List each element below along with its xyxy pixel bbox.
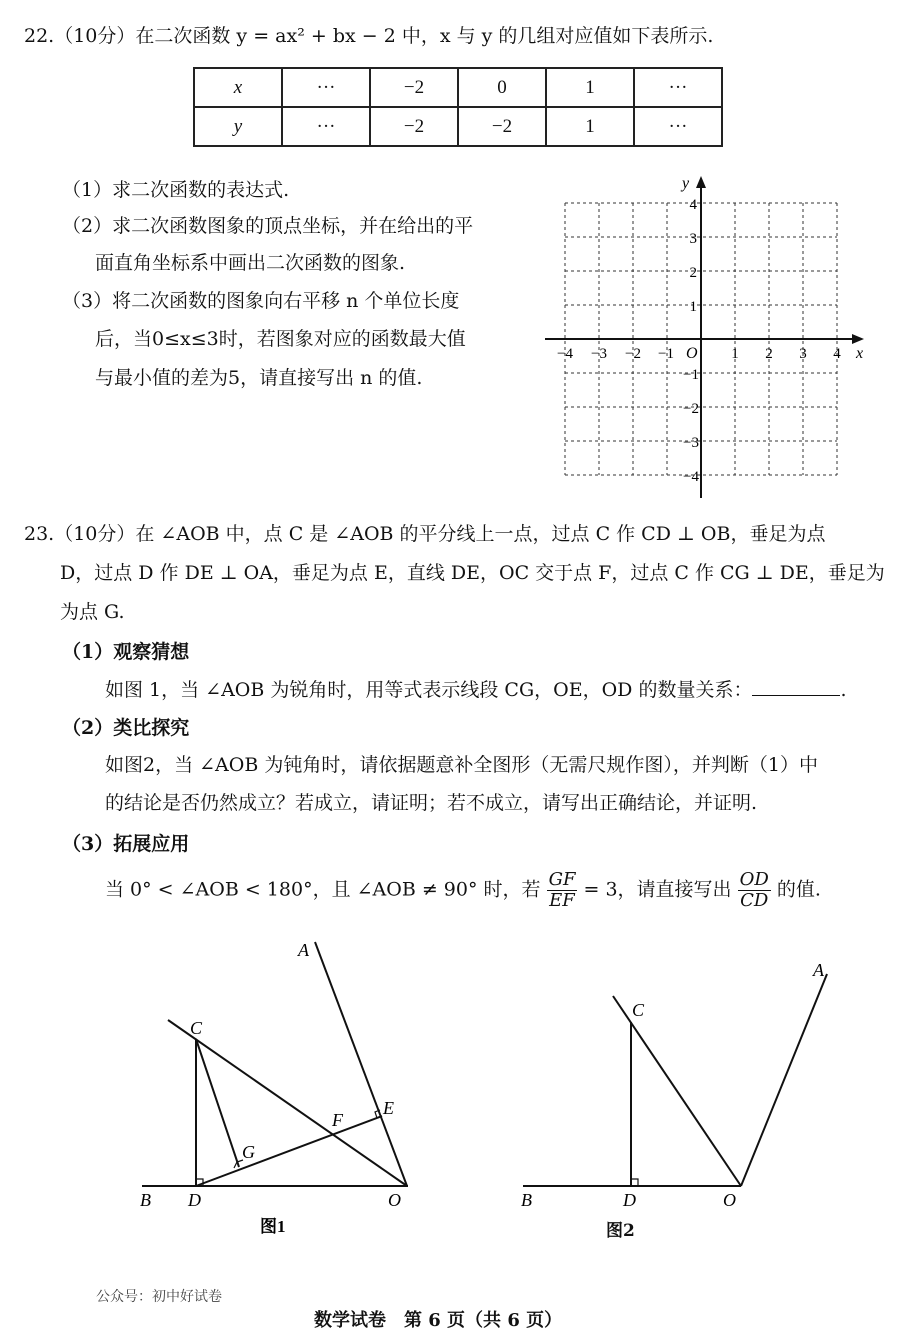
x-tick-label: −3 bbox=[591, 346, 607, 362]
q22-part3-cont1: 后，当0≤x≤3时，若图象对应的函数最大值 bbox=[95, 328, 466, 350]
q23-line1: 23.（10分）在 ∠AOB 中，点 C 是 ∠AOB 的平分线上一点，过点 C 作 CD ⊥ OB，垂足为点 bbox=[24, 523, 826, 545]
label-g: G bbox=[242, 1142, 255, 1162]
y-tick-label: 2 bbox=[689, 265, 697, 281]
table-cell: −2 bbox=[370, 68, 458, 107]
label-c: C bbox=[190, 1018, 203, 1038]
y-tick-label: −3 bbox=[683, 435, 699, 451]
table-row bbox=[194, 68, 722, 107]
segment-de bbox=[196, 1116, 382, 1186]
table-cell: 1 bbox=[546, 107, 634, 146]
label-a: A bbox=[298, 940, 309, 960]
q23-part3-text bbox=[105, 870, 821, 911]
x-tick-label: 4 bbox=[833, 346, 841, 362]
fraction-denominator: EF bbox=[549, 890, 575, 911]
q23-part2-text2: 的结论是否仍然成立？若成立，请证明；若不成立，请写出正确结论，并证明. bbox=[105, 792, 758, 814]
y-tick-label: 4 bbox=[689, 197, 697, 213]
q23-part1-title: （1）观察猜想 bbox=[62, 641, 190, 663]
q23-line2: D，过点 D 作 DE ⊥ OA，垂足为点 E，直线 DE，OC 交于点 F，过点 C 作 CG ⊥ DE，垂足为 bbox=[60, 562, 885, 584]
table-cell: ··· bbox=[634, 68, 722, 107]
table-cell: x bbox=[194, 68, 282, 107]
page-footer: 数学试卷 第 6 页（共 6 页） bbox=[314, 1310, 563, 1331]
x-tick-label: 1 bbox=[731, 346, 739, 362]
x-tick-label: 2 bbox=[765, 346, 773, 362]
x-axis-arrow-icon bbox=[852, 334, 864, 344]
table-cell: ··· bbox=[282, 68, 370, 107]
label-d: D bbox=[623, 1190, 636, 1210]
fraction-numerator: OD bbox=[739, 869, 769, 890]
x-tick-label: −1 bbox=[658, 346, 674, 362]
source-note: 公众号：初中好试卷 bbox=[96, 1289, 222, 1305]
table-row bbox=[194, 107, 722, 146]
fraction-od-cd bbox=[738, 870, 771, 911]
q23-part3-title: （3）拓展应用 bbox=[62, 833, 190, 855]
y-tick-label: 1 bbox=[689, 299, 697, 315]
q22-part2-cont: 面直角坐标系中画出二次函数的图象. bbox=[95, 252, 406, 274]
y-tick-label: 3 bbox=[689, 231, 697, 247]
table-cell: 0 bbox=[458, 68, 546, 107]
x-tick-label: −2 bbox=[625, 346, 641, 362]
q23-part3-end: 的值. bbox=[776, 878, 821, 901]
table-cell: ··· bbox=[634, 107, 722, 146]
value-table bbox=[193, 67, 723, 147]
x-tick-label: −4 bbox=[557, 346, 573, 362]
x-axis-label: x bbox=[856, 345, 864, 362]
label-o: O bbox=[723, 1190, 736, 1210]
label-o: O bbox=[388, 1190, 401, 1210]
fraction-numerator: GF bbox=[548, 869, 576, 890]
q23-part3-pre: 当 0° < ∠AOB < 180°，且 ∠AOB ≠ 90° 时，若 bbox=[105, 878, 541, 901]
figure-1-caption: 图1 bbox=[260, 1217, 286, 1236]
q22-part3: （3）将二次函数的图象向右平移 n 个单位长度 bbox=[62, 290, 460, 312]
q23-part1-end: . bbox=[840, 679, 847, 701]
q22-part1: （1）求二次函数的表达式. bbox=[62, 179, 290, 201]
y-axis-arrow-icon bbox=[696, 176, 706, 188]
q23-part3-mid: = 3，请直接写出 bbox=[583, 878, 732, 901]
label-f: F bbox=[332, 1110, 343, 1130]
q22-header: 22.（10分）在二次函数 y = ax² + bx − 2 中，x 与 y 的几组对应值如下表所示. bbox=[24, 25, 714, 47]
label-a: A bbox=[813, 960, 824, 980]
fraction-gf-ef bbox=[547, 870, 578, 911]
y-tick-label: −2 bbox=[683, 401, 699, 417]
table-cell: −2 bbox=[458, 107, 546, 146]
segment-cg bbox=[196, 1039, 239, 1167]
q23-part1-question: 如图 1，当 ∠AOB 为锐角时，用等式表示线段 CG，OE，OD 的数量关系： bbox=[105, 679, 753, 701]
q22-part2: （2）求二次函数图象的顶点坐标，并在给出的平 bbox=[62, 215, 474, 237]
table-cell: −2 bbox=[370, 107, 458, 146]
right-angle-mark-d bbox=[631, 1179, 638, 1186]
y-axis-label: y bbox=[682, 175, 690, 192]
q23-part1-text bbox=[105, 677, 847, 702]
table-cell: y bbox=[194, 107, 282, 146]
q23-line3: 为点 G. bbox=[60, 601, 125, 623]
y-tick-label: −4 bbox=[683, 469, 699, 485]
label-d: D bbox=[188, 1190, 201, 1210]
ray-oa bbox=[315, 942, 407, 1186]
answer-blank bbox=[752, 677, 840, 696]
origin-label: O bbox=[686, 345, 698, 362]
figure-2-caption: 图2 bbox=[606, 1221, 635, 1241]
figure-2 bbox=[505, 950, 845, 1220]
label-b: B bbox=[140, 1190, 151, 1210]
q23-part2-title: （2）类比探究 bbox=[62, 717, 190, 739]
x-tick-label: 3 bbox=[799, 346, 807, 362]
line-oc bbox=[168, 1020, 407, 1186]
label-e: E bbox=[383, 1098, 394, 1118]
table-cell: ··· bbox=[282, 107, 370, 146]
y-tick-label: −1 bbox=[683, 367, 699, 383]
q23-part2-text1: 如图2，当 ∠AOB 为钝角时，请依据题意补全图形（无需尺规作图），并判断（1）中 bbox=[105, 754, 818, 776]
table-cell: 1 bbox=[546, 68, 634, 107]
figure-1 bbox=[130, 930, 430, 1236]
label-b: B bbox=[521, 1190, 532, 1210]
coordinate-grid bbox=[540, 170, 875, 505]
label-c: C bbox=[632, 1000, 645, 1020]
fraction-denominator: CD bbox=[740, 890, 769, 911]
line-oc bbox=[613, 996, 741, 1186]
q22-part3-cont2: 与最小值的差为5，请直接写出 n 的值. bbox=[95, 367, 423, 389]
ray-oa bbox=[741, 974, 827, 1186]
